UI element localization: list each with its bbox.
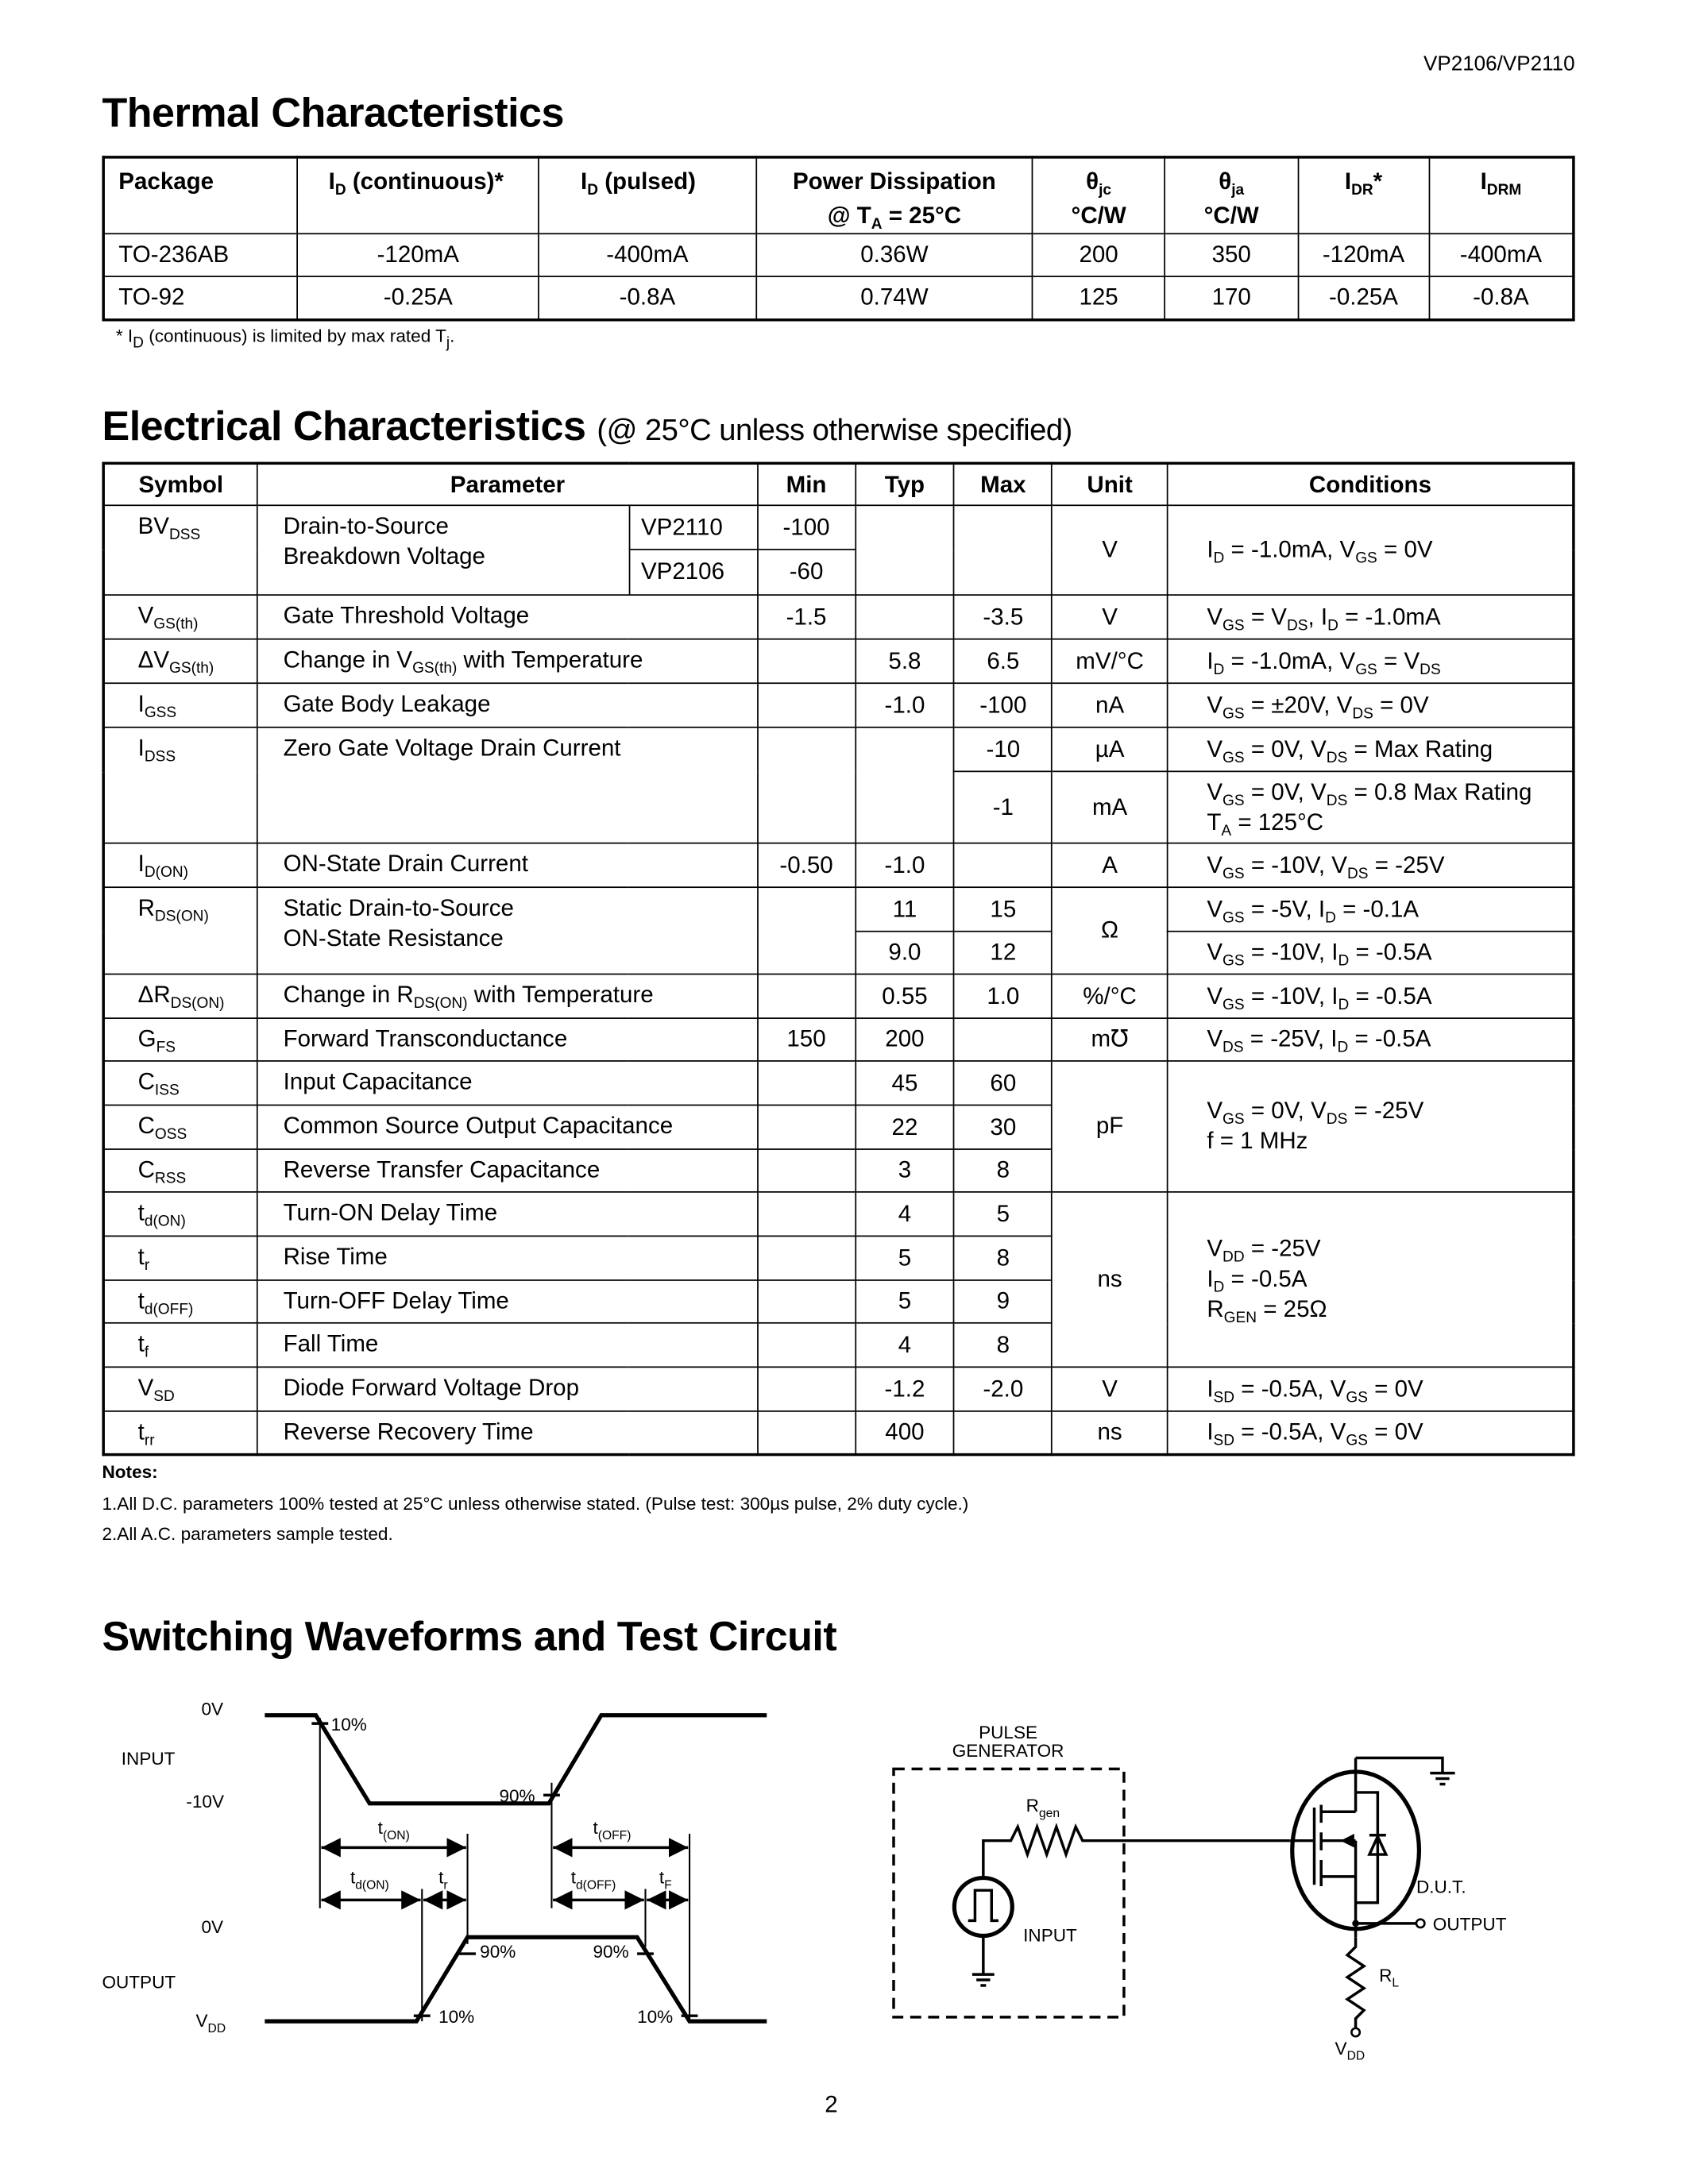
cell: 0.36W: [756, 233, 1033, 276]
thermal-header: $\theta_{jc}$ °C/W: [1033, 157, 1165, 233]
vdd-label: $V_{DD}$: [195, 2011, 226, 2036]
test-circuit: [894, 1758, 1455, 2037]
parameter: Change in $R_{DS(ON)}$ with Temperature: [257, 974, 757, 1019]
unit: ns: [1052, 1411, 1168, 1454]
max: 60: [954, 1061, 1052, 1106]
cell: -120mA: [1298, 233, 1429, 276]
cell: 170: [1165, 276, 1298, 320]
max: -3.5: [954, 595, 1052, 639]
typ: 5.8: [856, 639, 955, 684]
input-label: INPUT: [121, 1749, 176, 1769]
symbol: $I_{DSS}$: [103, 727, 257, 843]
typ: -1.2: [856, 1367, 955, 1411]
symbol: $C_{RSS}$: [103, 1149, 257, 1192]
parameter: Turn-OFF Delay Time: [257, 1280, 757, 1323]
header-max: Max: [954, 463, 1052, 505]
cell: -0.8A: [1429, 276, 1574, 320]
t-off-label: $t_{(OFF)}$: [593, 1818, 632, 1843]
min: -100: [757, 505, 855, 550]
header-part-numbers: VP2106/VP2110: [1423, 52, 1575, 76]
parameter: Input Capacitance: [257, 1061, 757, 1106]
header-unit: Unit: [1052, 463, 1168, 505]
page-number: 2: [825, 2091, 838, 2118]
symbol: $I_{GSS}$: [103, 683, 257, 727]
electrical-title-text: Electrical Characteristics: [102, 403, 586, 450]
parameter: Forward Transconductance: [257, 1018, 757, 1061]
typ: 4: [856, 1192, 955, 1237]
unit: nA: [1052, 683, 1168, 727]
conditions: $I_D = -1.0mA$, $V_{GS} = 0V$: [1168, 505, 1574, 595]
parameter: Turn-ON Delay Time: [257, 1192, 757, 1237]
cell: -0.8A: [539, 276, 756, 320]
conditions: $V_{GS} = -10V$, $I_D = -0.5A$: [1168, 932, 1574, 974]
parameter: Reverse Recovery Time: [257, 1411, 757, 1454]
parameter: ON-State Drain Current: [257, 843, 757, 888]
symbol: $\Delta R_{DS(ON)}$: [103, 974, 257, 1019]
tr-label: $t_r$: [438, 1867, 448, 1893]
max: 9: [954, 1280, 1052, 1323]
part-variant: VP2106: [629, 550, 757, 595]
input-label: INPUT: [1023, 1925, 1077, 1946]
max: 1.0: [954, 974, 1052, 1019]
td-on-label: $t_{d(ON)}$: [350, 1867, 389, 1893]
parameter: Reverse Transfer Capacitance: [257, 1149, 757, 1192]
part-variant: VP2110: [629, 505, 757, 550]
parameter: Common Source Output Capacitance: [257, 1105, 757, 1149]
ground-icon: [1430, 1773, 1454, 1785]
tf-label: $t_F$: [659, 1867, 672, 1893]
pulse-waveform-icon: [968, 1890, 999, 1920]
thermal-title: Thermal Characteristics: [102, 91, 564, 137]
unit: mA: [1052, 771, 1168, 843]
conditions: $V_{GS} = 0V$, $V_{DS} = 0.8$ Max Rating $T_A = 125^\circ C$: [1168, 771, 1574, 843]
note-1: 1.All D.C. parameters 100% tested at 25°C unless otherwise stated. (Pulse test: 300µs pulse, 2% duty cycle.): [102, 1493, 969, 1515]
waveform-labels: [102, 1700, 673, 2035]
max: 6.5: [954, 639, 1052, 684]
symbol: $t_{rr}$: [103, 1411, 257, 1454]
typ: 3: [856, 1149, 955, 1192]
conditions: $V_{GS} = \pm 20V$, $V_{DS} = 0V$: [1168, 683, 1574, 727]
cell: 350: [1165, 233, 1298, 276]
min: -1.5: [757, 595, 855, 639]
input-0v-label: 0V: [201, 1699, 224, 1719]
cell: TO-92: [103, 276, 297, 320]
min: -0.50: [757, 843, 855, 888]
cell: -400mA: [1429, 233, 1574, 276]
max: 8: [954, 1149, 1052, 1192]
rgen-label: $R_{gen}$: [1026, 1796, 1060, 1821]
typ: 5: [856, 1236, 955, 1280]
conditions: $V_{DD} = -25V$ $I_D = -0.5A$ $R_{GEN} = 25\Omega$: [1168, 1192, 1574, 1367]
cell: -0.25A: [1298, 276, 1429, 320]
parameter: Drain-to-Source Breakdown Voltage: [257, 505, 629, 595]
parameter: Static Drain-to-Source ON-State Resistance: [257, 887, 757, 974]
vdd-label: $V_{DD}$: [1335, 2038, 1365, 2063]
conditions: $V_{GS} = -10V$, $V_{DS} = -25V$: [1168, 843, 1574, 888]
thermal-header: $I_D$ (continuous)*: [298, 157, 539, 233]
output-label: OUTPUT: [1432, 1914, 1507, 1935]
typ: 11: [856, 887, 955, 932]
parameter: Diode Forward Voltage Drop: [257, 1367, 757, 1411]
conditions: $I_D = -1.0mA$, $V_{GS} = V_{DS}$: [1168, 639, 1574, 684]
waveform-lines: [265, 1715, 767, 2021]
thermal-header: Package: [103, 157, 297, 233]
max: -10: [954, 727, 1052, 772]
cell: 0.74W: [756, 276, 1033, 320]
pct-90-label: 90%: [480, 1942, 516, 1962]
max: 30: [954, 1105, 1052, 1149]
min: -60: [757, 550, 855, 595]
conditions: $I_{SD} = -0.5A$, $V_{GS} = 0V$: [1168, 1411, 1574, 1454]
cell: 125: [1033, 276, 1165, 320]
note-2: 2.All A.C. parameters sample tested.: [102, 1523, 393, 1545]
thermal-header: $\theta_{ja}$ °C/W: [1165, 157, 1298, 233]
thermal-header: $I_D$ (pulsed): [539, 157, 756, 233]
symbol: $t_f$: [103, 1323, 257, 1368]
unit: pF: [1052, 1061, 1168, 1192]
symbol: $BV_{DSS}$: [103, 505, 257, 595]
parameter: Gate Body Leakage: [257, 683, 757, 727]
output-label: OUTPUT: [102, 1972, 176, 1993]
notes-title: Notes:: [102, 1461, 158, 1483]
cell: -0.25A: [298, 276, 539, 320]
max: -100: [954, 683, 1052, 727]
typ: 9.0: [856, 932, 955, 974]
cell: -120mA: [298, 233, 539, 276]
pct-10-label: 10%: [330, 1714, 367, 1734]
unit: µA: [1052, 727, 1168, 772]
output-terminal: [1416, 1920, 1424, 1927]
pct-10-label: 10%: [637, 2006, 674, 2027]
typ: 4: [856, 1323, 955, 1368]
unit: A: [1052, 843, 1168, 888]
header-parameter: Parameter: [257, 463, 757, 505]
max: -2.0: [954, 1367, 1052, 1411]
td-off-label: $t_{d(OFF)}$: [570, 1867, 616, 1893]
typ: 45: [856, 1061, 955, 1106]
conditions: $V_{GS} = 0V$, $V_{DS}$ = Max Rating: [1168, 727, 1574, 772]
unit: V: [1052, 505, 1168, 595]
pulse-source-icon: [954, 1878, 1012, 1936]
thermal-footnote: * $I_D$ (continuous) is limited by max rated $T_j$.: [115, 325, 455, 352]
symbol: $t_r$: [103, 1236, 257, 1280]
electrical-subtitle: (@ 25°C unless otherwise specified): [597, 412, 1072, 447]
cell: 200: [1033, 233, 1165, 276]
typ: 400: [856, 1411, 955, 1454]
header-symbol: Symbol: [103, 463, 257, 505]
min: 150: [757, 1018, 855, 1061]
header-min: Min: [757, 463, 855, 505]
timing-markers: [311, 1718, 697, 2021]
unit: m℧: [1052, 1018, 1168, 1061]
typ: 22: [856, 1105, 955, 1149]
circuit-labels: [952, 1723, 1507, 2063]
parameter: Rise Time: [257, 1236, 757, 1280]
max: 8: [954, 1236, 1052, 1280]
typ: -1.0: [856, 843, 955, 888]
symbol: $C_{OSS}$: [103, 1105, 257, 1149]
symbol: $t_{d(ON)}$: [103, 1192, 257, 1237]
unit: %/°C: [1052, 974, 1168, 1019]
generator-label: GENERATOR: [952, 1740, 1064, 1761]
cell: -400mA: [539, 233, 756, 276]
pct-90-label: 90%: [499, 1786, 535, 1807]
thermal-header: $I_{DR}*$: [1298, 157, 1429, 233]
parameter: Gate Threshold Voltage: [257, 595, 757, 639]
max: 8: [954, 1323, 1052, 1368]
typ: 5: [856, 1280, 955, 1323]
conditions: $I_{SD} = -0.5A$, $V_{GS} = 0V$: [1168, 1367, 1574, 1411]
max: -1: [954, 771, 1052, 843]
conditions: $V_{GS} = 0V$, $V_{DS} = -25V$ f = 1 MHz: [1168, 1061, 1574, 1192]
symbol: $I_{D(ON)}$: [103, 843, 257, 888]
pulse-label: PULSE: [979, 1723, 1038, 1743]
max: 15: [954, 887, 1052, 932]
symbol: $R_{DS(ON)}$: [103, 887, 257, 974]
symbol: $V_{GS(th)}$: [103, 595, 257, 639]
rl-label: $R_L$: [1379, 1965, 1400, 1990]
thermal-header: Power Dissipation @ $T_A = 25^\circ C$: [756, 157, 1033, 233]
conditions: $V_{DS} = -25V$, $I_D = -0.5A$: [1168, 1018, 1574, 1061]
mosfet-symbol: [1289, 1772, 1386, 1929]
rl-resistor-icon: [1347, 1937, 1364, 2028]
input-minus10v-label: -10V: [186, 1792, 225, 1812]
parameter: Change in $V_{GS(th)}$ with Temperature: [257, 639, 757, 684]
cell: TO-236AB: [103, 233, 297, 276]
vdd-terminal: [1351, 2028, 1359, 2036]
symbol: $\Delta V_{GS(th)}$: [103, 639, 257, 684]
typ: 200: [856, 1018, 955, 1061]
conditions: $V_{GS} = V_{DS}$, $I_D = -1.0mA$: [1168, 595, 1574, 639]
unit: V: [1052, 1367, 1168, 1411]
header-typ: Typ: [856, 463, 955, 505]
t-on-label: $t_{(ON)}$: [377, 1818, 410, 1843]
typ: -1.0: [856, 683, 955, 727]
typ: 0.55: [856, 974, 955, 1019]
pct-10-label: 10%: [438, 2006, 475, 2027]
parameter: Zero Gate Voltage Drain Current: [257, 727, 757, 843]
symbol: $V_{SD}$: [103, 1367, 257, 1411]
unit: mV/°C: [1052, 639, 1168, 684]
max: 12: [954, 932, 1052, 974]
conditions: $V_{GS} = -5V$, $I_D = -0.1A$: [1168, 887, 1574, 932]
unit: ns: [1052, 1192, 1168, 1367]
symbol: $G_{FS}$: [103, 1018, 257, 1061]
switching-title: Switching Waveforms and Test Circuit: [102, 1614, 837, 1661]
unit: V: [1052, 595, 1168, 639]
ground-icon: [972, 1974, 995, 1985]
header-conditions: Conditions: [1168, 463, 1574, 505]
unit: Ω: [1052, 887, 1168, 974]
symbol: $t_{d(OFF)}$: [103, 1280, 257, 1323]
thermal-header: $I_{DRM}$: [1429, 157, 1574, 233]
parameter: Fall Time: [257, 1323, 757, 1368]
max: 5: [954, 1192, 1052, 1237]
conditions: $V_{GS} = -10V$, $I_D = -0.5A$: [1168, 974, 1574, 1019]
pct-90-label: 90%: [593, 1942, 629, 1962]
rgen-resistor-icon: [983, 1827, 1289, 1877]
dut-label: D.U.T.: [1416, 1877, 1466, 1897]
output-0v-label: 0V: [201, 1917, 224, 1938]
symbol: $C_{ISS}$: [103, 1061, 257, 1106]
